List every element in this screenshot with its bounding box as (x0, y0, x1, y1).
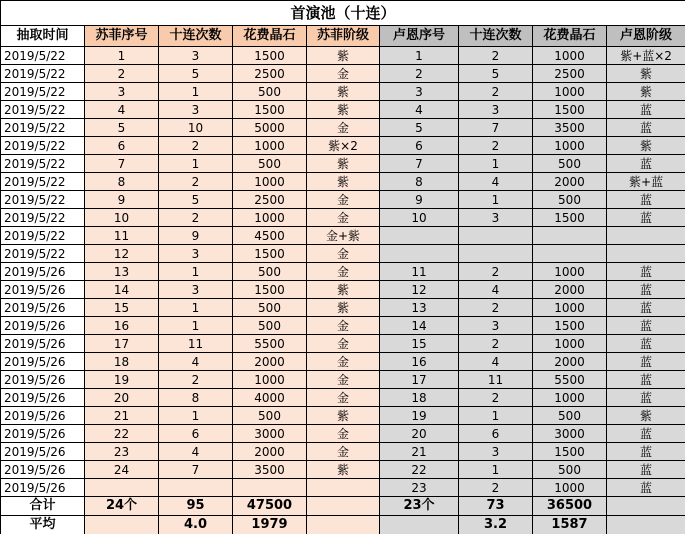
table-row (1, 263, 685, 281)
cell-rune-ten-pulls[interactable]: 3 (459, 317, 533, 335)
cell-rune-rank[interactable]: 蓝 (607, 425, 685, 443)
total-rune-count[interactable]: 23个 (380, 497, 459, 516)
header-sophie-crystal-cost[interactable]: 花费晶石 (233, 26, 307, 47)
cell-rune-index[interactable]: 19 (380, 407, 459, 425)
average-label[interactable]: 平均 (1, 516, 85, 534)
cell-rune-index[interactable]: 23 (380, 479, 459, 497)
cell-rune-rank[interactable]: 蓝 (607, 119, 685, 137)
cell-sophie-index[interactable]: 2 (85, 65, 159, 83)
cell-rune-ten-pulls[interactable]: 2 (459, 389, 533, 407)
table-row (1, 83, 685, 101)
total-rune-cost[interactable]: 36500 (533, 497, 607, 516)
table-row (1, 173, 685, 191)
cell-sophie-rank[interactable]: 金 (307, 353, 380, 371)
cell-sophie-ten-pulls[interactable]: 1 (159, 317, 233, 335)
table-row (1, 281, 685, 299)
cell-sophie-crystal-cost[interactable]: 500 (233, 263, 307, 281)
cell-sophie-rank[interactable] (307, 479, 380, 497)
cell-rune-ten-pulls[interactable]: 5 (459, 65, 533, 83)
cell-rune-ten-pulls[interactable]: 2 (459, 335, 533, 353)
cell-rune-rank[interactable]: 蓝 (607, 335, 685, 353)
cell-sophie-rank[interactable]: 紫 (307, 299, 380, 317)
cell-sophie-index[interactable]: 21 (85, 407, 159, 425)
average-rune-ten-pulls[interactable]: 3.2 (459, 516, 533, 534)
cell-sophie-index[interactable] (85, 479, 159, 497)
cell-rune-index[interactable]: 18 (380, 389, 459, 407)
cell-rune-index[interactable]: 2 (380, 65, 459, 83)
cell-sophie-crystal-cost[interactable]: 2000 (233, 353, 307, 371)
cell-rune-index[interactable]: 21 (380, 443, 459, 461)
cell-sophie-crystal-cost[interactable]: 4500 (233, 227, 307, 245)
cell-sophie-ten-pulls[interactable]: 2 (159, 137, 233, 155)
header-row (1, 26, 685, 47)
table-row (1, 137, 685, 155)
cell-sophie-ten-pulls[interactable]: 1 (159, 155, 233, 173)
cell-draw-time[interactable]: 2019/5/22 (1, 137, 85, 155)
cell-rune-rank[interactable]: 蓝 (607, 389, 685, 407)
total-sophie-rank[interactable] (307, 497, 380, 516)
table-row (1, 47, 685, 65)
cell-rune-ten-pulls[interactable]: 2 (459, 479, 533, 497)
cell-sophie-rank[interactable]: 紫 (307, 173, 380, 191)
cell-rune-crystal-cost[interactable]: 3000 (533, 425, 607, 443)
cell-sophie-ten-pulls[interactable]: 8 (159, 389, 233, 407)
cell-sophie-index[interactable]: 18 (85, 353, 159, 371)
cell-sophie-index[interactable]: 4 (85, 101, 159, 119)
table-row (1, 371, 685, 389)
cell-rune-rank[interactable]: 蓝 (607, 461, 685, 479)
cell-rune-index[interactable]: 22 (380, 461, 459, 479)
cell-sophie-ten-pulls[interactable]: 1 (159, 83, 233, 101)
cell-sophie-index[interactable]: 14 (85, 281, 159, 299)
cell-rune-crystal-cost[interactable]: 2000 (533, 353, 607, 371)
cell-sophie-ten-pulls[interactable]: 2 (159, 173, 233, 191)
cell-rune-index[interactable]: 3 (380, 83, 459, 101)
cell-sophie-crystal-cost[interactable]: 1500 (233, 281, 307, 299)
cell-draw-time[interactable]: 2019/5/22 (1, 209, 85, 227)
cell-rune-index[interactable]: 12 (380, 281, 459, 299)
cell-draw-time[interactable]: 2019/5/26 (1, 281, 85, 299)
cell-sophie-ten-pulls[interactable]: 10 (159, 119, 233, 137)
cell-draw-time[interactable]: 2019/5/26 (1, 299, 85, 317)
cell-rune-index[interactable]: 9 (380, 191, 459, 209)
cell-rune-rank[interactable]: 蓝 (607, 263, 685, 281)
cell-rune-rank[interactable]: 紫 (607, 83, 685, 101)
cell-rune-index[interactable]: 11 (380, 263, 459, 281)
cell-draw-time[interactable]: 2019/5/26 (1, 407, 85, 425)
cell-rune-ten-pulls[interactable]: 4 (459, 281, 533, 299)
cell-rune-ten-pulls[interactable]: 4 (459, 353, 533, 371)
average-sophie-rank[interactable] (307, 516, 380, 534)
cell-sophie-rank[interactable]: 金 (307, 389, 380, 407)
cell-sophie-rank[interactable]: 金 (307, 209, 380, 227)
cell-sophie-index[interactable]: 9 (85, 191, 159, 209)
cell-rune-crystal-cost[interactable]: 3500 (533, 119, 607, 137)
table-row (1, 191, 685, 209)
cell-rune-ten-pulls[interactable]: 11 (459, 371, 533, 389)
cell-rune-rank[interactable]: 蓝 (607, 317, 685, 335)
cell-sophie-rank[interactable]: 金 (307, 425, 380, 443)
cell-rune-index[interactable] (380, 245, 459, 263)
cell-sophie-ten-pulls[interactable]: 1 (159, 299, 233, 317)
cell-sophie-ten-pulls[interactable]: 4 (159, 353, 233, 371)
table-row (1, 479, 685, 497)
cell-rune-crystal-cost[interactable]: 1000 (533, 47, 607, 65)
cell-sophie-rank[interactable]: 金 (307, 191, 380, 209)
cell-sophie-ten-pulls[interactable]: 1 (159, 407, 233, 425)
cell-sophie-crystal-cost[interactable]: 1000 (233, 137, 307, 155)
cell-draw-time[interactable]: 2019/5/22 (1, 101, 85, 119)
cell-sophie-crystal-cost[interactable]: 1500 (233, 101, 307, 119)
cell-rune-rank[interactable]: 蓝 (607, 155, 685, 173)
cell-rune-crystal-cost[interactable]: 1500 (533, 317, 607, 335)
cell-draw-time[interactable]: 2019/5/26 (1, 461, 85, 479)
cell-sophie-ten-pulls[interactable]: 3 (159, 47, 233, 65)
cell-rune-ten-pulls[interactable]: 2 (459, 263, 533, 281)
average-row (1, 516, 685, 534)
cell-sophie-index[interactable]: 23 (85, 443, 159, 461)
cell-sophie-index[interactable]: 20 (85, 389, 159, 407)
cell-sophie-rank[interactable]: 紫 (307, 281, 380, 299)
cell-sophie-crystal-cost[interactable]: 5500 (233, 335, 307, 353)
cell-rune-crystal-cost[interactable]: 1500 (533, 443, 607, 461)
cell-sophie-rank[interactable]: 金 (307, 119, 380, 137)
cell-rune-rank[interactable]: 紫+蓝 (607, 173, 685, 191)
cell-sophie-ten-pulls[interactable]: 1 (159, 263, 233, 281)
cell-rune-ten-pulls[interactable]: 6 (459, 425, 533, 443)
cell-sophie-crystal-cost[interactable]: 2500 (233, 191, 307, 209)
cell-rune-rank[interactable]: 蓝 (607, 299, 685, 317)
cell-draw-time[interactable]: 2019/5/26 (1, 443, 85, 461)
cell-sophie-crystal-cost[interactable]: 1000 (233, 173, 307, 191)
cell-sophie-index[interactable]: 11 (85, 227, 159, 245)
cell-rune-ten-pulls[interactable]: 2 (459, 47, 533, 65)
cell-sophie-rank[interactable]: 紫 (307, 47, 380, 65)
cell-sophie-index[interactable]: 8 (85, 173, 159, 191)
cell-sophie-crystal-cost[interactable]: 1500 (233, 47, 307, 65)
total-sophie-cost[interactable]: 47500 (233, 497, 307, 516)
cell-rune-rank[interactable]: 紫+蓝×2 (607, 47, 685, 65)
sheet-title: 首演池（十连） (1, 1, 685, 26)
cell-sophie-crystal-cost[interactable]: 2000 (233, 443, 307, 461)
header-draw-time[interactable]: 抽取时间 (1, 26, 85, 47)
table-row (1, 101, 685, 119)
cell-sophie-ten-pulls[interactable]: 2 (159, 371, 233, 389)
cell-rune-crystal-cost[interactable]: 1500 (533, 209, 607, 227)
average-rune-cost[interactable]: 1587 (533, 516, 607, 534)
cell-sophie-rank[interactable]: 金 (307, 317, 380, 335)
cell-sophie-rank[interactable]: 金 (307, 245, 380, 263)
cell-rune-crystal-cost[interactable]: 500 (533, 407, 607, 425)
cell-sophie-rank[interactable]: 紫 (307, 155, 380, 173)
cell-rune-ten-pulls[interactable]: 3 (459, 209, 533, 227)
header-rune-ten-pulls[interactable]: 十连次数 (459, 26, 533, 47)
cell-sophie-index[interactable]: 12 (85, 245, 159, 263)
cell-sophie-index[interactable]: 5 (85, 119, 159, 137)
cell-rune-rank[interactable]: 紫 (607, 65, 685, 83)
header-rune-rank[interactable]: 卢恩阶级 (607, 26, 685, 47)
cell-sophie-index[interactable]: 22 (85, 425, 159, 443)
cell-rune-rank[interactable]: 蓝 (607, 281, 685, 299)
cell-rune-ten-pulls[interactable]: 2 (459, 299, 533, 317)
cell-sophie-ten-pulls[interactable]: 3 (159, 281, 233, 299)
data-rows (1, 47, 685, 497)
cell-rune-ten-pulls[interactable]: 1 (459, 407, 533, 425)
cell-rune-rank[interactable]: 蓝 (607, 353, 685, 371)
cell-sophie-crystal-cost[interactable]: 500 (233, 317, 307, 335)
table-row (1, 299, 685, 317)
table-row (1, 425, 685, 443)
cell-sophie-crystal-cost[interactable]: 500 (233, 299, 307, 317)
table-row (1, 245, 685, 263)
cell-sophie-crystal-cost[interactable]: 500 (233, 155, 307, 173)
table-row (1, 317, 685, 335)
cell-rune-ten-pulls[interactable]: 2 (459, 137, 533, 155)
cell-draw-time[interactable]: 2019/5/22 (1, 83, 85, 101)
cell-sophie-ten-pulls[interactable]: 3 (159, 245, 233, 263)
header-rune-crystal-cost[interactable]: 花费晶石 (533, 26, 607, 47)
cell-draw-time[interactable]: 2019/5/22 (1, 173, 85, 191)
table-row (1, 119, 685, 137)
cell-sophie-index[interactable]: 19 (85, 371, 159, 389)
total-sophie-ten-pulls[interactable]: 95 (159, 497, 233, 516)
cell-rune-ten-pulls[interactable] (459, 227, 533, 245)
cell-draw-time[interactable]: 2019/5/26 (1, 389, 85, 407)
cell-sophie-ten-pulls[interactable]: 5 (159, 65, 233, 83)
cell-rune-index[interactable]: 6 (380, 137, 459, 155)
cell-rune-index[interactable]: 4 (380, 101, 459, 119)
cell-sophie-index[interactable]: 7 (85, 155, 159, 173)
cell-sophie-index[interactable]: 15 (85, 299, 159, 317)
cell-sophie-ten-pulls[interactable]: 4 (159, 443, 233, 461)
cell-rune-crystal-cost[interactable]: 1000 (533, 299, 607, 317)
cell-rune-rank[interactable]: 紫 (607, 407, 685, 425)
cell-sophie-crystal-cost[interactable]: 500 (233, 407, 307, 425)
cell-rune-ten-pulls[interactable]: 1 (459, 155, 533, 173)
table-row (1, 407, 685, 425)
cell-sophie-index[interactable]: 17 (85, 335, 159, 353)
cell-sophie-rank[interactable]: 紫 (307, 83, 380, 101)
cell-rune-crystal-cost[interactable]: 2500 (533, 65, 607, 83)
cell-rune-ten-pulls[interactable]: 1 (459, 461, 533, 479)
cell-sophie-crystal-cost[interactable]: 2500 (233, 65, 307, 83)
cell-rune-rank[interactable]: 蓝 (607, 209, 685, 227)
cell-rune-index[interactable]: 5 (380, 119, 459, 137)
cell-rune-crystal-cost[interactable]: 500 (533, 461, 607, 479)
cell-rune-index[interactable]: 14 (380, 317, 459, 335)
cell-sophie-ten-pulls[interactable]: 6 (159, 425, 233, 443)
header-sophie-rank[interactable]: 苏菲阶级 (307, 26, 380, 47)
cell-rune-index[interactable]: 8 (380, 173, 459, 191)
cell-rune-rank[interactable]: 蓝 (607, 479, 685, 497)
average-sophie-cost[interactable]: 1979 (233, 516, 307, 534)
cell-rune-crystal-cost[interactable]: 500 (533, 155, 607, 173)
cell-sophie-rank[interactable]: 金 (307, 263, 380, 281)
cell-rune-crystal-cost[interactable]: 1000 (533, 335, 607, 353)
table-row (1, 209, 685, 227)
cell-rune-crystal-cost[interactable] (533, 227, 607, 245)
cell-rune-ten-pulls[interactable]: 7 (459, 119, 533, 137)
cell-sophie-rank[interactable]: 紫 (307, 407, 380, 425)
average-rune-count[interactable] (380, 516, 459, 534)
cell-sophie-crystal-cost[interactable] (233, 479, 307, 497)
cell-rune-index[interactable]: 13 (380, 299, 459, 317)
cell-rune-crystal-cost[interactable]: 1000 (533, 479, 607, 497)
cell-rune-index[interactable]: 20 (380, 425, 459, 443)
cell-sophie-crystal-cost[interactable]: 5000 (233, 119, 307, 137)
average-rune-rank[interactable] (607, 516, 685, 534)
cell-sophie-rank[interactable]: 紫×2 (307, 137, 380, 155)
cell-sophie-ten-pulls[interactable]: 2 (159, 209, 233, 227)
cell-sophie-ten-pulls[interactable] (159, 479, 233, 497)
table-row (1, 389, 685, 407)
cell-draw-time[interactable]: 2019/5/26 (1, 353, 85, 371)
cell-sophie-rank[interactable]: 金 (307, 443, 380, 461)
table-row (1, 461, 685, 479)
cell-draw-time[interactable]: 2019/5/22 (1, 155, 85, 173)
cell-draw-time[interactable]: 2019/5/26 (1, 425, 85, 443)
total-label[interactable]: 合计 (1, 497, 85, 516)
cell-rune-rank[interactable]: 蓝 (607, 443, 685, 461)
cell-rune-crystal-cost[interactable]: 2000 (533, 281, 607, 299)
cell-sophie-rank[interactable]: 紫 (307, 461, 380, 479)
cell-sophie-crystal-cost[interactable]: 3000 (233, 425, 307, 443)
cell-sophie-index[interactable]: 10 (85, 209, 159, 227)
cell-rune-index[interactable]: 17 (380, 371, 459, 389)
cell-rune-crystal-cost[interactable]: 1500 (533, 101, 607, 119)
table-row (1, 443, 685, 461)
header-rune-index[interactable]: 卢恩序号 (380, 26, 459, 47)
cell-rune-ten-pulls[interactable] (459, 245, 533, 263)
total-rune-ten-pulls[interactable]: 73 (459, 497, 533, 516)
cell-sophie-index[interactable]: 24 (85, 461, 159, 479)
cell-draw-time[interactable]: 2019/5/26 (1, 371, 85, 389)
header-sophie-index[interactable]: 苏菲序号 (85, 26, 159, 47)
cell-rune-crystal-cost[interactable]: 5500 (533, 371, 607, 389)
cell-rune-ten-pulls[interactable]: 2 (459, 83, 533, 101)
cell-draw-time[interactable]: 2019/5/26 (1, 479, 85, 497)
cell-rune-index[interactable]: 15 (380, 335, 459, 353)
total-row (1, 497, 685, 516)
cell-rune-crystal-cost[interactable]: 1000 (533, 137, 607, 155)
cell-rune-ten-pulls[interactable]: 3 (459, 101, 533, 119)
total-rune-rank[interactable] (607, 497, 685, 516)
cell-rune-ten-pulls[interactable]: 1 (459, 191, 533, 209)
cell-sophie-index[interactable]: 13 (85, 263, 159, 281)
cell-sophie-ten-pulls[interactable]: 3 (159, 101, 233, 119)
cell-rune-rank[interactable]: 紫 (607, 137, 685, 155)
cell-rune-crystal-cost[interactable]: 500 (533, 191, 607, 209)
cell-sophie-crystal-cost[interactable]: 3500 (233, 461, 307, 479)
cell-draw-time[interactable]: 2019/5/26 (1, 335, 85, 353)
cell-sophie-rank[interactable]: 金 (307, 65, 380, 83)
cell-sophie-ten-pulls[interactable]: 5 (159, 191, 233, 209)
cell-sophie-crystal-cost[interactable]: 4000 (233, 389, 307, 407)
average-sophie-count[interactable] (85, 516, 159, 534)
table-row (1, 227, 685, 245)
cell-sophie-index[interactable]: 16 (85, 317, 159, 335)
cell-rune-index[interactable]: 1 (380, 47, 459, 65)
cell-sophie-ten-pulls[interactable]: 7 (159, 461, 233, 479)
cell-draw-time[interactable]: 2019/5/26 (1, 317, 85, 335)
cell-draw-time[interactable]: 2019/5/22 (1, 119, 85, 137)
cell-rune-rank[interactable]: 蓝 (607, 371, 685, 389)
cell-rune-rank[interactable]: 蓝 (607, 101, 685, 119)
cell-draw-time[interactable]: 2019/5/22 (1, 47, 85, 65)
table-row (1, 65, 685, 83)
header-sophie-ten-pulls[interactable]: 十连次数 (159, 26, 233, 47)
cell-rune-index[interactable]: 16 (380, 353, 459, 371)
cell-draw-time[interactable]: 2019/5/22 (1, 245, 85, 263)
cell-rune-crystal-cost[interactable]: 1000 (533, 83, 607, 101)
cell-rune-crystal-cost[interactable]: 1000 (533, 263, 607, 281)
cell-rune-crystal-cost[interactable] (533, 245, 607, 263)
cell-sophie-index[interactable]: 3 (85, 83, 159, 101)
table-row (1, 353, 685, 371)
cell-sophie-ten-pulls[interactable]: 11 (159, 335, 233, 353)
cell-rune-index[interactable]: 7 (380, 155, 459, 173)
total-sophie-count[interactable]: 24个 (85, 497, 159, 516)
average-sophie-ten-pulls[interactable]: 4.0 (159, 516, 233, 534)
cell-sophie-crystal-cost[interactable]: 1000 (233, 209, 307, 227)
cell-sophie-crystal-cost[interactable]: 500 (233, 83, 307, 101)
table-row (1, 155, 685, 173)
cell-sophie-rank[interactable]: 金+紫 (307, 227, 380, 245)
cell-draw-time[interactable]: 2019/5/22 (1, 191, 85, 209)
cell-rune-ten-pulls[interactable]: 4 (459, 173, 533, 191)
cell-rune-rank[interactable] (607, 245, 685, 263)
cell-rune-rank[interactable] (607, 227, 685, 245)
cell-sophie-crystal-cost[interactable]: 1500 (233, 245, 307, 263)
cell-rune-crystal-cost[interactable]: 2000 (533, 173, 607, 191)
cell-draw-time[interactable]: 2019/5/22 (1, 227, 85, 245)
cell-sophie-crystal-cost[interactable]: 1000 (233, 371, 307, 389)
cell-rune-index[interactable] (380, 227, 459, 245)
cell-sophie-ten-pulls[interactable]: 9 (159, 227, 233, 245)
table-row (1, 335, 685, 353)
cell-sophie-index[interactable]: 6 (85, 137, 159, 155)
cell-sophie-rank[interactable]: 紫 (307, 101, 380, 119)
cell-rune-index[interactable]: 10 (380, 209, 459, 227)
cell-rune-ten-pulls[interactable]: 3 (459, 443, 533, 461)
cell-sophie-rank[interactable]: 金 (307, 335, 380, 353)
cell-rune-rank[interactable]: 蓝 (607, 191, 685, 209)
cell-sophie-rank[interactable]: 金 (307, 371, 380, 389)
cell-rune-crystal-cost[interactable]: 1000 (533, 389, 607, 407)
cell-draw-time[interactable]: 2019/5/26 (1, 263, 85, 281)
cell-sophie-index[interactable]: 1 (85, 47, 159, 65)
cell-draw-time[interactable]: 2019/5/22 (1, 65, 85, 83)
